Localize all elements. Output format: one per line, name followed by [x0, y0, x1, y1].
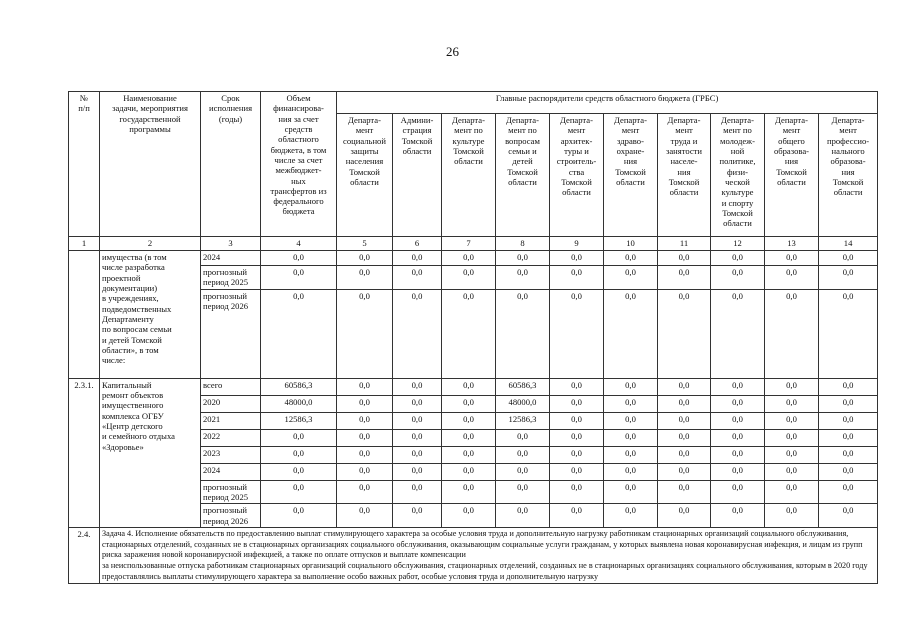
grbs-value-cell: 0,0: [550, 289, 604, 378]
header-grbs-family: Департа- мент по вопросам семьи и детей Томской области: [496, 114, 550, 237]
grbs-value-cell: 0,0: [442, 395, 496, 412]
grbs-value-cell: 0,0: [337, 412, 393, 429]
grbs-value-cell: 0,0: [604, 378, 658, 395]
grbs-value-cell: 0,0: [658, 378, 711, 395]
grbs-value-cell: 0,0: [604, 463, 658, 480]
grbs-value-cell: 0,0: [658, 429, 711, 446]
grbs-value-cell: 0,0: [711, 266, 765, 290]
row-number: [69, 251, 100, 379]
grbs-value-cell: 0,0: [819, 480, 878, 504]
grbs-value-cell: 0,0: [550, 378, 604, 395]
grbs-value-cell: 0,0: [658, 480, 711, 504]
term-cell: 2022: [201, 429, 261, 446]
header-num: № п/п: [69, 92, 100, 237]
grbs-value-cell: 0,0: [496, 429, 550, 446]
grbs-value-cell: 0,0: [819, 289, 878, 378]
activity-name: имущества (в том числе разработка проектной документации) в учреждениях, подведомственных Департаменту по вопросам семьи и детей Томской области», в том числе:: [100, 251, 201, 379]
grbs-value-cell: 0,0: [393, 446, 442, 463]
grbs-value-cell: 0,0: [819, 378, 878, 395]
column-number: 2: [100, 237, 201, 251]
grbs-value-cell: 0,0: [819, 395, 878, 412]
volume-cell: 0,0: [261, 429, 337, 446]
grbs-value-cell: 0,0: [496, 446, 550, 463]
task-row: [69, 527, 878, 583]
grbs-value-cell: 0,0: [658, 251, 711, 266]
grbs-value-cell: 0,0: [550, 504, 604, 528]
grbs-value-cell: 0,0: [550, 446, 604, 463]
activity-name: Капитальный ремонт объектов имущественного комплекса ОГБУ «Центр детского и семейного отдыха «Здоровье»: [100, 378, 201, 527]
column-number: 10: [604, 237, 658, 251]
grbs-value-cell: 0,0: [442, 378, 496, 395]
column-number: 8: [496, 237, 550, 251]
volume-cell: 0,0: [261, 266, 337, 290]
header-term: Срок исполнения (годы): [201, 92, 261, 237]
grbs-value-cell: 0,0: [711, 504, 765, 528]
column-number: 11: [658, 237, 711, 251]
grbs-value-cell: 0,0: [496, 289, 550, 378]
column-number: 12: [711, 237, 765, 251]
row-number: 2.3.1.: [69, 378, 100, 527]
header-grbs-administration: Админи- страция Томской области: [393, 114, 442, 237]
header-grbs-general-education: Департа- мент общего образова- ния Томской области: [765, 114, 819, 237]
header-grbs-culture: Департа- мент по культуре Томской области: [442, 114, 496, 237]
grbs-value-cell: 12586,3: [496, 412, 550, 429]
grbs-value-cell: 0,0: [393, 289, 442, 378]
column-number: 9: [550, 237, 604, 251]
column-numbers-row: [69, 237, 878, 251]
volume-cell: 0,0: [261, 480, 337, 504]
grbs-value-cell: 0,0: [393, 429, 442, 446]
term-cell: прогнозный период 2026: [201, 289, 261, 378]
grbs-value-cell: 0,0: [442, 412, 496, 429]
volume-cell: 0,0: [261, 504, 337, 528]
grbs-value-cell: 0,0: [550, 463, 604, 480]
grbs-value-cell: 0,0: [765, 446, 819, 463]
budget-table: [68, 91, 878, 584]
term-cell: всего: [201, 378, 261, 395]
grbs-value-cell: 0,0: [604, 412, 658, 429]
grbs-value-cell: 0,0: [765, 504, 819, 528]
grbs-value-cell: 0,0: [819, 412, 878, 429]
column-number: 13: [765, 237, 819, 251]
term-cell: 2024: [201, 463, 261, 480]
volume-cell: 60586,3: [261, 378, 337, 395]
term-cell: 2023: [201, 446, 261, 463]
grbs-value-cell: 0,0: [442, 266, 496, 290]
grbs-value-cell: 0,0: [765, 378, 819, 395]
grbs-value-cell: 0,0: [658, 395, 711, 412]
grbs-value-cell: 0,0: [604, 289, 658, 378]
grbs-value-cell: 0,0: [711, 480, 765, 504]
grbs-value-cell: 0,0: [442, 429, 496, 446]
grbs-value-cell: 0,0: [819, 251, 878, 266]
term-cell: прогнозный период 2026: [201, 504, 261, 528]
grbs-value-cell: 0,0: [550, 412, 604, 429]
grbs-value-cell: 0,0: [496, 251, 550, 266]
header-grbs-title: Главные распорядители средств областного бюджета (ГРБС): [337, 92, 878, 114]
grbs-value-cell: 0,0: [337, 463, 393, 480]
volume-cell: 12586,3: [261, 412, 337, 429]
grbs-value-cell: 0,0: [711, 429, 765, 446]
grbs-value-cell: 0,0: [496, 266, 550, 290]
grbs-value-cell: 0,0: [658, 266, 711, 290]
grbs-value-cell: 0,0: [337, 429, 393, 446]
grbs-value-cell: 0,0: [393, 463, 442, 480]
grbs-value-cell: 0,0: [711, 395, 765, 412]
grbs-value-cell: 0,0: [550, 395, 604, 412]
grbs-value-cell: 0,0: [604, 266, 658, 290]
volume-cell: 0,0: [261, 251, 337, 266]
grbs-value-cell: 0,0: [337, 378, 393, 395]
grbs-value-cell: 0,0: [658, 504, 711, 528]
header-grbs-architecture: Департа- мент архитек- туры и строитель- ства Томской области: [550, 114, 604, 237]
grbs-value-cell: 0,0: [658, 412, 711, 429]
grbs-value-cell: 0,0: [711, 251, 765, 266]
grbs-value-cell: 0,0: [819, 266, 878, 290]
grbs-value-cell: 0,0: [393, 480, 442, 504]
grbs-value-cell: 0,0: [393, 412, 442, 429]
column-number: 14: [819, 237, 878, 251]
grbs-value-cell: 0,0: [393, 266, 442, 290]
grbs-value-cell: 0,0: [442, 251, 496, 266]
column-number: 6: [393, 237, 442, 251]
task-description: Задача 4. Исполнение обязательств по предоставлению выплат стимулирующего характера за особые условия труда и дополнительную нагрузку работникам стационарных организаций социального обслуживания, стационарных отделений, созданных не в стационарных организациях социального обслуживания, оказывающим социальные услуги гражданам, у которых выявлена новая коронавирусная инфекция, и лицам из групп риска заражения новой коронавирусной инфекцией, а также по оплате отпусков и выплате компенсации за неиспользованные отпуска работникам стационарных организаций социального обслуживания, стационарных отделений, созданных не в стационарных организациях социального обслуживания, которым в 2020 году предоставлялись выплаты стимулирующего характера за выполнение особо важных работ, особые условия труда и дополнительную нагрузку: [100, 527, 878, 583]
term-cell: 2024: [201, 251, 261, 266]
header-grbs-labor: Департа- мент труда и занятости населе- ния Томской области: [658, 114, 711, 237]
grbs-value-cell: 0,0: [819, 446, 878, 463]
volume-cell: 0,0: [261, 463, 337, 480]
header-grbs-professional-education: Департа- мент профессио- нального образова- ния Томской области: [819, 114, 878, 237]
task-number: 2.4.: [69, 527, 100, 583]
column-number: 1: [69, 237, 100, 251]
grbs-value-cell: 0,0: [604, 446, 658, 463]
grbs-value-cell: 0,0: [442, 289, 496, 378]
grbs-value-cell: 0,0: [711, 446, 765, 463]
grbs-value-cell: 0,0: [765, 463, 819, 480]
grbs-value-cell: 0,0: [604, 395, 658, 412]
grbs-value-cell: 0,0: [550, 266, 604, 290]
header-grbs-social: Департа- мент социальной защиты населения Томской области: [337, 114, 393, 237]
grbs-value-cell: 0,0: [711, 463, 765, 480]
grbs-value-cell: 0,0: [711, 412, 765, 429]
grbs-value-cell: 0,0: [496, 463, 550, 480]
table-row: [69, 251, 878, 266]
grbs-value-cell: 0,0: [819, 463, 878, 480]
grbs-value-cell: 0,0: [337, 446, 393, 463]
term-cell: прогнозный период 2025: [201, 266, 261, 290]
grbs-value-cell: 0,0: [604, 504, 658, 528]
grbs-value-cell: 0,0: [765, 429, 819, 446]
grbs-value-cell: 0,0: [550, 429, 604, 446]
grbs-value-cell: 0,0: [765, 480, 819, 504]
grbs-value-cell: 0,0: [765, 251, 819, 266]
grbs-value-cell: 60586,3: [496, 378, 550, 395]
grbs-value-cell: 0,0: [765, 266, 819, 290]
grbs-value-cell: 0,0: [765, 289, 819, 378]
grbs-value-cell: 0,0: [337, 504, 393, 528]
grbs-value-cell: 0,0: [604, 480, 658, 504]
volume-cell: 0,0: [261, 289, 337, 378]
grbs-value-cell: 0,0: [337, 251, 393, 266]
block2-rows: [69, 378, 878, 527]
grbs-value-cell: 0,0: [442, 480, 496, 504]
grbs-value-cell: 0,0: [765, 412, 819, 429]
grbs-value-cell: 0,0: [442, 504, 496, 528]
volume-cell: 48000,0: [261, 395, 337, 412]
grbs-value-cell: 0,0: [550, 251, 604, 266]
grbs-value-cell: 0,0: [393, 251, 442, 266]
grbs-value-cell: 0,0: [819, 504, 878, 528]
header-name: Наименование задачи, мероприятия государственной программы: [100, 92, 201, 237]
grbs-value-cell: 0,0: [819, 429, 878, 446]
grbs-value-cell: 0,0: [442, 463, 496, 480]
grbs-value-cell: 0,0: [442, 446, 496, 463]
grbs-value-cell: 0,0: [658, 289, 711, 378]
term-cell: 2021: [201, 412, 261, 429]
column-number: 7: [442, 237, 496, 251]
grbs-value-cell: 0,0: [393, 504, 442, 528]
grbs-value-cell: 0,0: [658, 446, 711, 463]
grbs-value-cell: 0,0: [604, 429, 658, 446]
header-volume: Объем финансирова- ния за счет средств областного бюджета, в том числе за счет межбюджет- ных трансфертов из федерального бюджета: [261, 92, 337, 237]
column-number: 4: [261, 237, 337, 251]
grbs-value-cell: 0,0: [604, 251, 658, 266]
volume-cell: 0,0: [261, 446, 337, 463]
table-row: [69, 378, 878, 395]
grbs-value-cell: 0,0: [496, 480, 550, 504]
grbs-value-cell: 0,0: [711, 378, 765, 395]
grbs-value-cell: 0,0: [550, 480, 604, 504]
grbs-value-cell: 0,0: [711, 289, 765, 378]
grbs-value-cell: 0,0: [658, 463, 711, 480]
header-grbs-health: Департа- мент здраво- охране- ния Томской области: [604, 114, 658, 237]
grbs-value-cell: 0,0: [337, 289, 393, 378]
block1-rows: [69, 251, 878, 379]
grbs-value-cell: 0,0: [337, 480, 393, 504]
grbs-value-cell: 0,0: [393, 378, 442, 395]
grbs-value-cell: 0,0: [337, 266, 393, 290]
grbs-value-cell: 0,0: [337, 395, 393, 412]
page-number: 26: [446, 44, 459, 59]
column-number: 3: [201, 237, 261, 251]
term-cell: прогнозный период 2025: [201, 480, 261, 504]
grbs-value-cell: 0,0: [496, 504, 550, 528]
column-number: 5: [337, 237, 393, 251]
grbs-value-cell: 0,0: [765, 395, 819, 412]
term-cell: 2020: [201, 395, 261, 412]
header-grbs-youth: Департа- мент по молодеж- ной политике, физи- ческой культуре и спорту Томской области: [711, 114, 765, 237]
grbs-value-cell: 0,0: [393, 395, 442, 412]
grbs-value-cell: 48000,0: [496, 395, 550, 412]
